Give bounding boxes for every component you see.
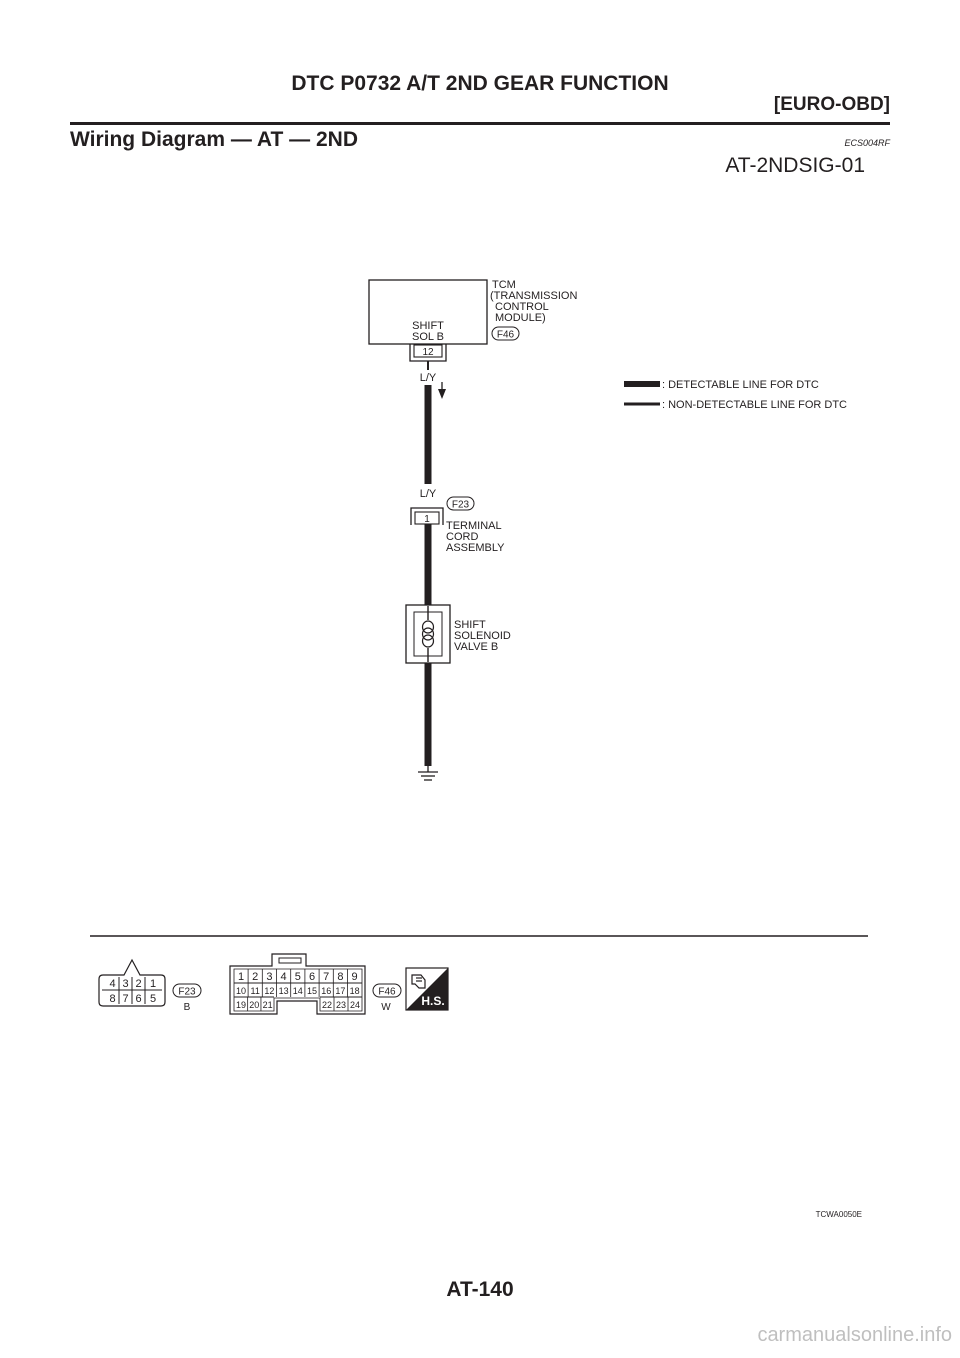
solenoid-label-line2: SOLENOID <box>454 630 511 642</box>
f46-face-pin: 13 <box>278 986 289 996</box>
diagram-id: AT-2NDSIG-01 <box>725 154 865 177</box>
f46-face-pin: 23 <box>335 1000 347 1010</box>
hs-badge-icon <box>406 968 448 1010</box>
wire-color-label-bottom: L/Y <box>419 488 437 500</box>
f46-face-row2 <box>236 983 360 997</box>
f23-face-pin: 5 <box>149 993 157 1005</box>
solenoid-label: SHIFT <box>454 619 486 631</box>
page-subtitle: [EURO-OBD] <box>773 94 890 115</box>
f23-pin-number: 1 <box>424 514 430 525</box>
figure-code: TCWA0050E <box>815 1210 862 1219</box>
wire-color-label-top: L/Y <box>419 372 437 384</box>
f23-face-pin: 2 <box>135 978 142 990</box>
f46-face-color: W <box>381 1002 391 1013</box>
f46-face-pin: 18 <box>349 986 360 996</box>
f46-face-pin: 3 <box>266 971 273 983</box>
f46-face-pin: 15 <box>306 986 318 996</box>
legend-detectable-label: : DETECTABLE LINE FOR DTC <box>662 379 819 391</box>
f46-face-pin: 21 <box>262 1000 273 1010</box>
f46-face-row1 <box>238 969 358 983</box>
f23-connector-id: F23 <box>451 499 470 511</box>
f46-face-pin: 22 <box>321 1000 333 1010</box>
footer-watermark: carmanualsonline.info <box>757 1324 952 1346</box>
f23-face-pin: 4 <box>109 978 116 990</box>
f46-face-pin: 9 <box>351 971 358 983</box>
f46-face-pin: 5 <box>294 971 301 983</box>
f46-face-pin: 7 <box>323 971 330 983</box>
f46-face-pin: 1 <box>237 971 245 983</box>
tcm-label: TCM <box>492 279 516 291</box>
f23-face-color: B <box>183 1002 191 1013</box>
f23-face-pin: 6 <box>135 993 142 1005</box>
f46-face-pin: 11 <box>250 986 260 996</box>
section-code: ECS004RF <box>844 138 890 148</box>
f46-face-id: F46 <box>378 986 396 998</box>
page-number: AT-140 <box>446 1278 514 1301</box>
f46-face-pin: 4 <box>280 971 287 983</box>
solenoid-label-line3: VALVE B <box>454 641 499 653</box>
f46-face-pin: 6 <box>308 971 316 983</box>
f23-face-id: F23 <box>178 986 196 998</box>
f46-face-pin: 14 <box>292 986 303 996</box>
tcm-label-line3: CONTROL <box>495 301 549 313</box>
shift-solenoid-valve-b <box>406 605 511 663</box>
terminal-cord-label-line2: CORD <box>446 531 479 543</box>
tcm-connector-id: F46 <box>496 329 515 341</box>
hs-badge-label: H.S. <box>421 994 445 1008</box>
f46-face-pin: 8 <box>337 971 344 983</box>
legend-non-detectable-label: : NON-DETECTABLE LINE FOR DTC <box>662 399 847 411</box>
tcm-unit <box>369 279 577 344</box>
page-title: DTC P0732 A/T 2ND GEAR FUNCTION <box>291 72 669 95</box>
f46-face-pin: 12 <box>264 986 275 996</box>
f23-connector-face <box>99 960 201 1013</box>
f46-face-pin: 10 <box>235 986 247 996</box>
tcm-pin-number: 12 <box>422 347 434 358</box>
f23-face-pin: 8 <box>109 993 116 1005</box>
f46-connector-face <box>230 954 401 1014</box>
terminal-cord-label: TERMINAL <box>446 520 502 532</box>
f46-face-pin: 2 <box>252 971 259 983</box>
f23-face-pin: 7 <box>122 993 129 1005</box>
f23-face-pin: 1 <box>149 978 157 990</box>
f46-face-pin: 16 <box>321 986 332 996</box>
tcm-pin-label-line2: SOL B <box>412 331 444 343</box>
f23-face-pin: 3 <box>122 978 129 990</box>
tcm-label-line2: (TRANSMISSION <box>490 290 578 302</box>
tcm-pin-connector <box>410 344 446 361</box>
ground-icon <box>418 765 438 780</box>
terminal-cord-label-line3: ASSEMBLY <box>446 542 505 554</box>
tcm-pin-label: SHIFT <box>412 320 444 332</box>
f46-face-pin: 17 <box>335 986 346 996</box>
signal-arrow-icon <box>438 382 446 399</box>
f46-face-pin: 24 <box>349 1000 361 1010</box>
line-legend <box>624 379 847 411</box>
section-title: Wiring Diagram — AT — 2ND <box>70 128 359 151</box>
f46-face-pin: 19 <box>235 1000 247 1010</box>
f46-face-pin: 20 <box>249 1000 260 1010</box>
tcm-label-line4: MODULE) <box>495 312 546 324</box>
